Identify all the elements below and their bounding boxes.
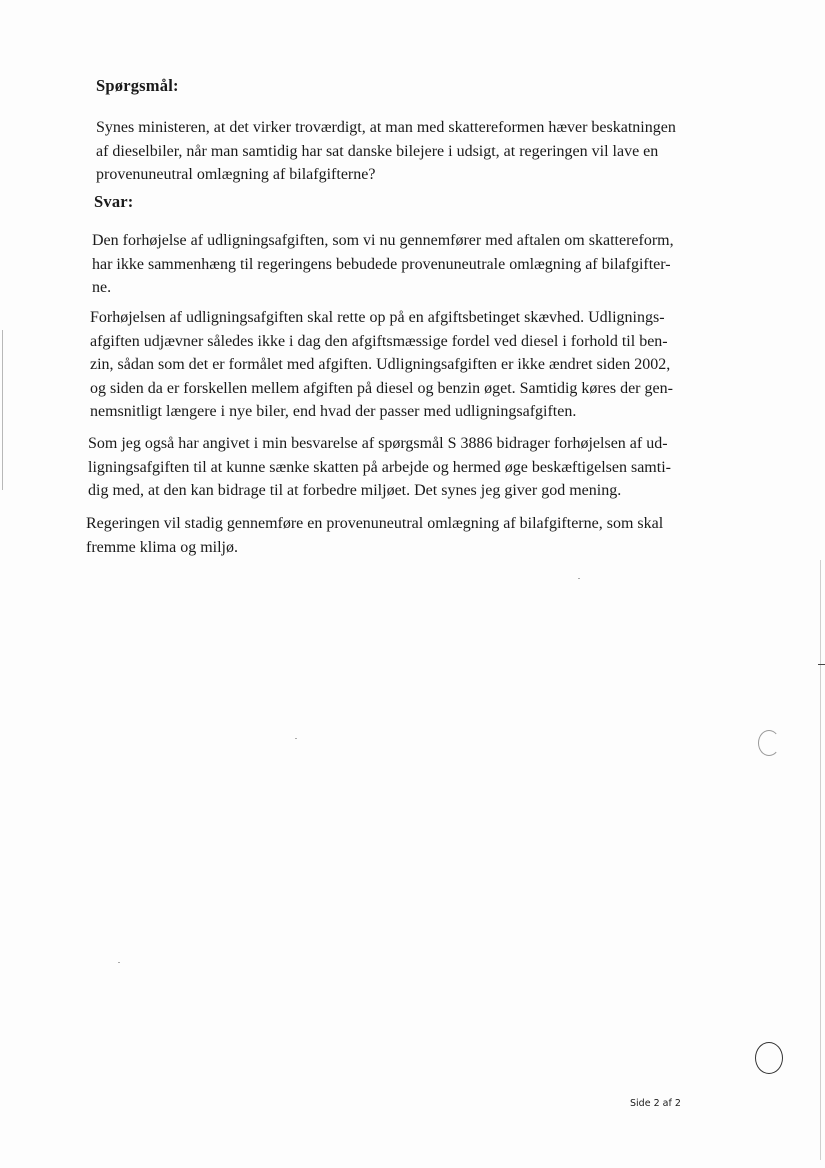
question-line: af dieselbiler, når man samtidig har sat danske bilejere i udsigt, at regeringen vil lave en [96, 142, 659, 160]
answer-paragraph-4 [86, 512, 688, 559]
scan-edge-mark-left [2, 330, 3, 490]
answer-line: dig med, at den kan bidrage til at forbedre miljøet. Det synes jeg giver god mening. [88, 482, 622, 499]
answer-line: ligningsafgiften til at kunne sænke skatten på arbejde og hermed øge beskæftigelsen samti- [88, 458, 671, 476]
scan-edge-line-right [820, 560, 821, 1160]
page-number-label: Side 2 af 2 [630, 1098, 681, 1109]
answer-line: Regeringen vil stadig gennemføre en provenuneutral omlægning af bilafgifterne, som skal [86, 515, 664, 532]
answer-line: fremme klima og miljø. [86, 538, 238, 556]
scan-speck [295, 738, 297, 739]
scan-tick-mark-right [818, 664, 825, 665]
scan-speck [578, 578, 580, 579]
answer-paragraph-3 [88, 432, 690, 503]
answer-line: zin, sådan som det er formålet med afgiften. Udligningsafgiften er ikke ændret siden 2002, [90, 356, 671, 373]
punch-hole-icon [755, 1042, 783, 1074]
scan-speck [118, 962, 120, 963]
punch-hole-small-icon [758, 730, 780, 756]
question-line: Synes ministeren, at det virker troværdigt, at man med skattereformen hæver beskatningen [96, 119, 676, 136]
answer-line: Som jeg også har angivet i min besvarelse af spørgsmål S 3886 bidrager forhøjelsen af ud- [88, 435, 668, 452]
answer-line: Den forhøjelse af udligningsafgiften, som vi nu gennemfører med aftalen om skattereform, [92, 232, 674, 249]
answer-paragraph-1 [92, 229, 693, 300]
answer-line: ne. [92, 279, 112, 296]
answer-line: nemsnitligt længere i nye biler, end hvad der passer med udligningsafgiften. [90, 403, 577, 420]
answer-line: og siden da er forskellen mellem afgiften på diesel og benzin øget. Samtidig køres der gen- [90, 379, 673, 397]
question-heading: Spørgsmål: [96, 76, 179, 95]
answer-heading: Svar: [94, 192, 134, 211]
answer-paragraph-2 [90, 306, 692, 424]
answer-line: afgiften udjævner således ikke i dag den afgiftsmæssige fordel ved diesel i forhold til ben- [90, 332, 668, 350]
question-text [96, 116, 694, 187]
answer-line: har ikke sammenhæng til regeringens bebudede provenuneutrale omlægning af bilafgifter- [92, 255, 671, 273]
answer-line: Forhøjelsen af udligningsafgiften skal rette op på en afgiftsbetinget skævhed. Udlignings- [90, 309, 665, 326]
question-line: provenuneutral omlægning af bilafgifterne? [96, 166, 376, 183]
